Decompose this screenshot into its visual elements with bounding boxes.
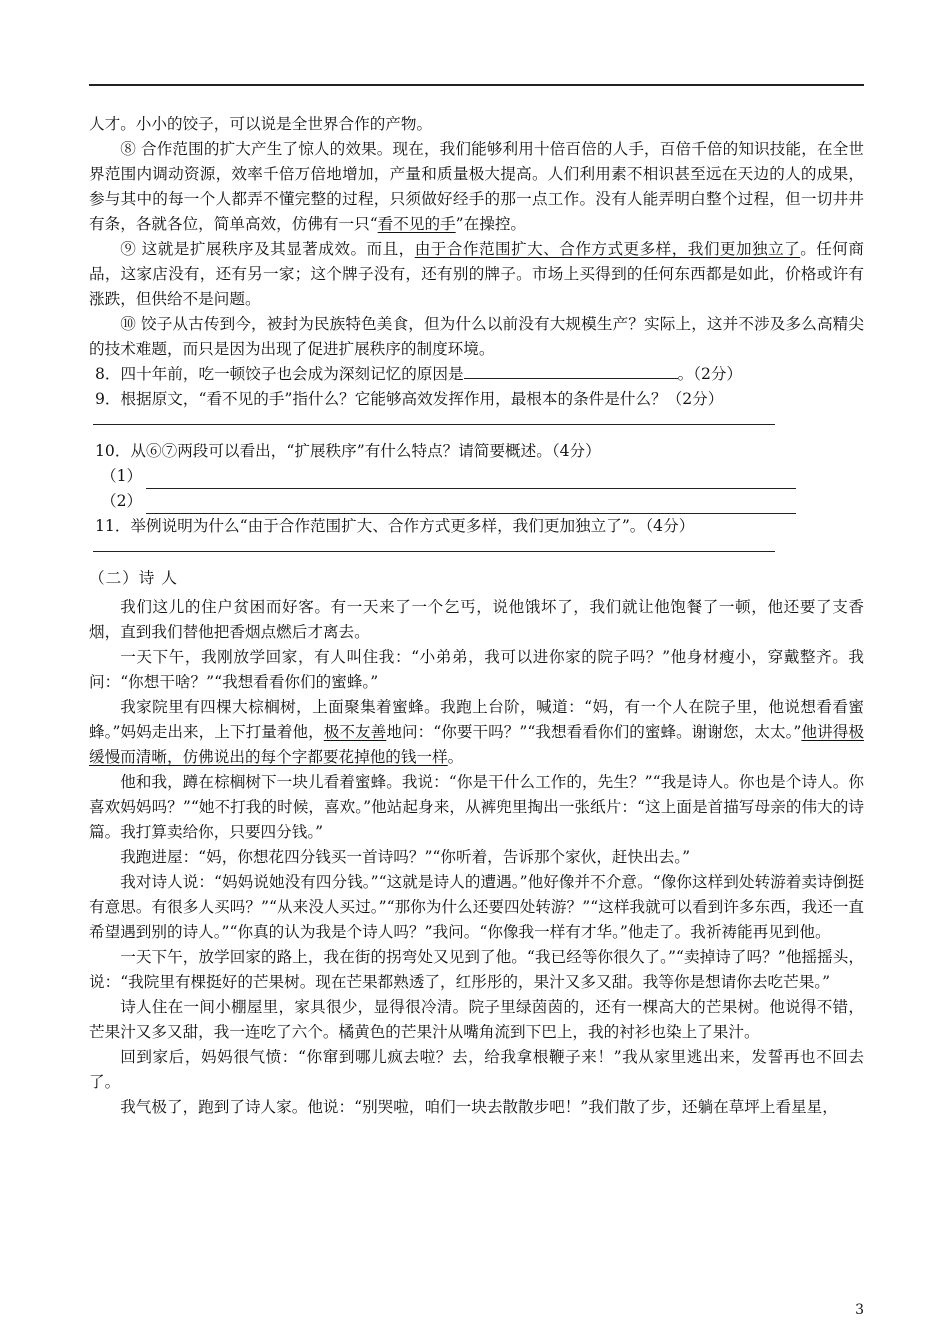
section-title: （二）诗 人 [89,569,178,587]
story-paragraph: 我对诗人说：“妈妈说她没有四分钱。”“这就是诗人的遭遇。”他好像并不介意。“像你这样到处转游着卖诗倒挺有意思。有很多人买吗？”“从来没人买过。”“那你为什么还要四处转游？”“这样我就可以看到许多东西，我还一直希望遇到别的诗人。”“你真的认为我是个诗人吗？”我问。“你像我一样有才华。”他走了。我祈祷能再见到他。 [89,873,864,941]
paragraph-8: ⑧ 合作范围的扩大产生了惊人的效果。现在，我们能够利用十倍百倍的人手，百倍千倍的知识技能，在全世界范围内调动资源，效率千倍万倍地增加，产量和质量极大提高。人们利用素不相识甚至远在天边的人的成果，参与其中的每一个人都弄不懂完整的过程，只须做好经手的那一点工作。没有人能弄明白整个过程，但一切井井有条，各就各位，简单高效，仿佛有一只“看不见的手”在操控。 [89,140,864,233]
underlined-phrase-unfriendly: 极不友善 [323,723,387,741]
answer-line-q10-1[interactable] [146,470,796,489]
question-10: 10．从⑥⑦两段可以看出，“扩展秩序”有什么特点？请简要概述。（4分） [95,442,601,460]
paragraph-continuation: 人才。小小的饺子，可以说是全世界合作的产物。 [89,115,433,133]
story-paragraph: 我们这儿的住户贫困而好客。有一天来了一个乞丐，说他饿坏了，我们就让他饱餐了一顿，他还要了支香烟，直到我们替他把香烟点燃后才离去。 [89,598,864,641]
underlined-sentence-slowly: 他讲得极缓慢而清晰，仿佛说出的每个字都要花掉他的钱一样 [89,723,864,766]
answer-line-q10-2[interactable] [146,495,796,514]
question-9: 9．根据原文，“看不见的手”指什么？它能够高效发挥作用，最根本的条件是什么？（2分） [95,390,724,408]
paragraph-9: ⑨ 这就是扩展秩序及其显著成效。而且，由于合作范围扩大、合作方式更多样，我们更加独立了。任何商品，这家店没有，还有另一家；这个牌子没有，还有别的牌子。市场上买得到的任何东西都是如此，价格或许有涨跌，但供给不是问题。 [89,240,864,308]
document-body [89,112,864,1120]
story-paragraph: 我家院里有四棵大棕榈树，上面聚集着蜜蜂。我跑上台阶，喊道：“妈，有一个人在院子里，他说想看看蜜蜂。”妈妈走出来，上下打量着他，极不友善地问：“你要干吗？”“我想看看你们的蜜蜂。谢谢您，太太。”他讲得极缓慢而清晰，仿佛说出的每个字都要花掉他的钱一样。 [89,698,864,766]
underlined-phrase-invisible-hand: 看不见的手 [377,215,456,233]
story-paragraph: 我气极了，跑到了诗人家。他说：“别哭啦，咱们一块去散散步吧！”我们散了步，还躺在草坪上看星星， [120,1098,838,1116]
story-paragraph: 他和我，蹲在棕榈树下一块儿看着蜜蜂。我说：“你是干什么工作的，先生？”“我是诗人。你也是个诗人。你喜欢妈妈吗？”“她不打我的时候，喜欢。”他站起身来，从裤兜里掏出一张纸片：“这上面是首描写母亲的伟大的诗篇。我打算卖给你，只要四分钱。” [89,773,864,841]
story-paragraph: 一天下午，我刚放学回家，有人叫住我：“小弟弟，我可以进你家的院子吗？”他身材瘦小，穿戴整齐。我问：“你想干啥？”“我想看看你们的蜜蜂。” [89,648,864,691]
answer-blank-q8[interactable] [464,362,678,379]
story-paragraph: 诗人住在一间小棚屋里，家具很少，显得很冷清。院子里绿茵茵的，还有一棵高大的芒果树。他说得不错，芒果汁又多又甜，我一连吃了六个。橘黄色的芒果汁从嘴角流到下巴上，我的衬衫也染上了果汁。 [89,998,864,1041]
header-rule [89,84,864,86]
answer-row-q10-1: （1） [89,464,864,489]
question-11: 11．举例说明为什么“由于合作范围扩大、合作方式更多样，我们更加独立了”。（4分） [95,517,695,535]
story-paragraph: 一天下午，放学回家的路上，我在街的拐弯处又见到了他。“我已经等你很久了。”“卖掉诗了吗？”他摇摇头，说：“我院里有棵挺好的芒果树。现在芒果都熟透了，红彤彤的，果汁又多又甜。我等你是想请你去吃芒果。” [89,948,864,991]
answer-line-q11[interactable] [93,543,775,552]
question-8: 8．四十年前，吃一顿饺子也会成为深刻记忆的原因是 。（2分） [89,362,864,387]
answer-row-q10-2: （2） [89,489,864,514]
paragraph-10: ⑩ 饺子从古传到今，被封为民族特色美食，但为什么以前没有大规模生产？实际上，这并不涉及多么高精尖的技术难题，而只是因为出现了促进扩展秩序的制度环境。 [89,315,864,358]
answer-line-q9[interactable] [93,416,775,425]
page-number: 3 [855,1302,864,1318]
story-paragraph: 我跑进屋：“妈，你想花四分钱买一首诗吗？”“你听着，告诉那个家伙，赶快出去。” [120,848,691,866]
story-paragraph: 回到家后，妈妈很气愤：“你窜到哪儿疯去啦？去，给我拿根鞭子来！”我从家里逃出来，发誓再也不回去了。 [89,1048,864,1091]
underlined-sentence-independent: 由于合作范围扩大、合作方式更多样，我们更加独立了 [414,240,801,258]
